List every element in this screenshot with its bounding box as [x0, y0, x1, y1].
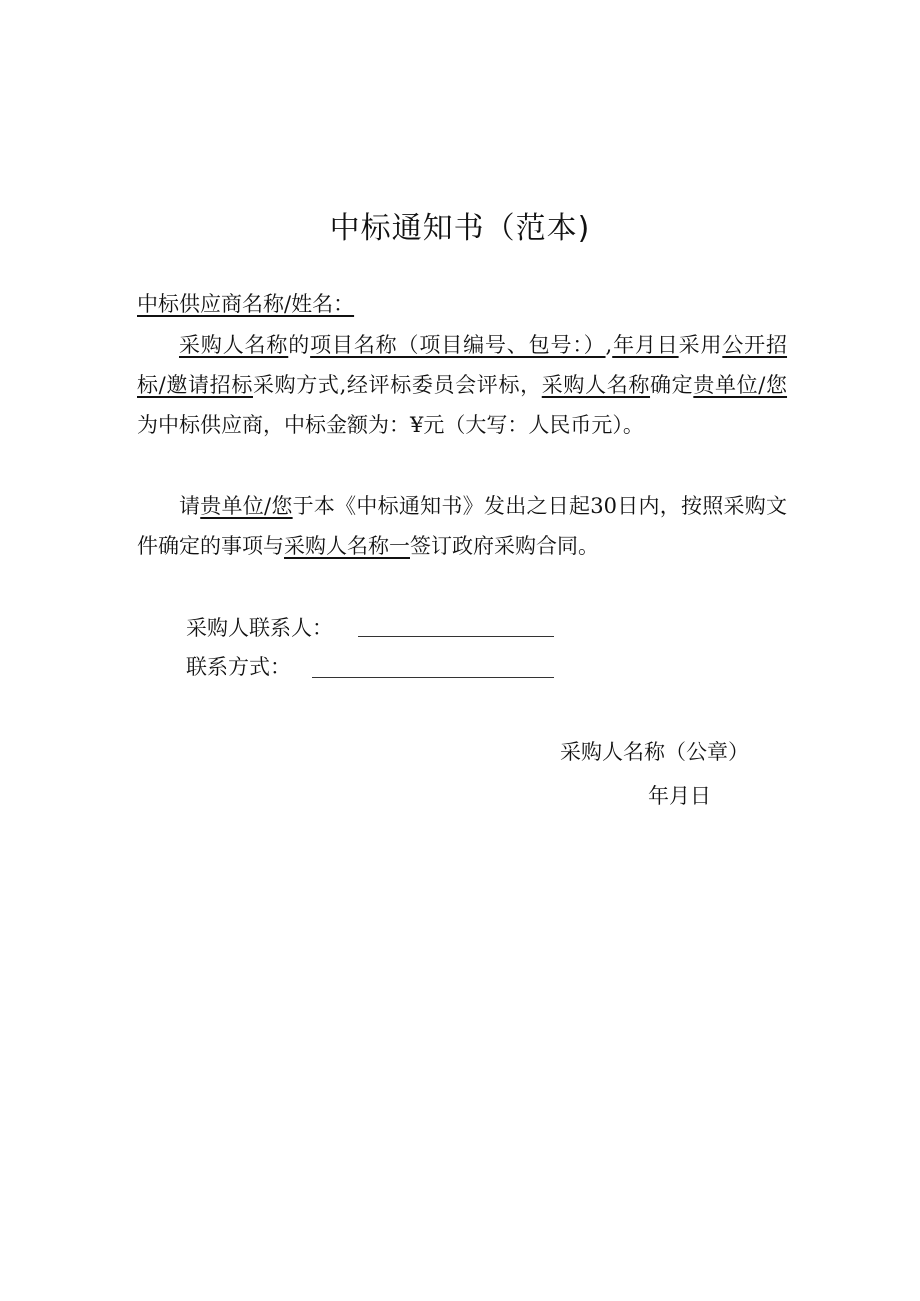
- text-segment: 确定: [650, 373, 694, 397]
- purchaser-seal-line: 采购人名称（公章）: [560, 740, 749, 764]
- contact-method-blank: [312, 677, 554, 678]
- text-segment: 采购方式,经评标委员会评标，: [252, 373, 542, 397]
- text-segment: 于本《中标通知书》发出之日起30日内，按照采购文件确定的事项与: [137, 494, 787, 558]
- supplier-placeholder: 贵单位/您: [200, 494, 293, 518]
- text-segment: 为中标供应商，中标金额为：¥元（大写：人民币元）。: [137, 413, 644, 437]
- recipient-label: 中标供应商名称/姓名：: [137, 292, 355, 316]
- contact-person-label: 采购人联系人：: [186, 616, 333, 640]
- text-segment: 采用: [678, 333, 723, 357]
- document-title: 中标通知书（范本): [329, 211, 591, 246]
- purchaser-name-placeholder: 采购人名称: [179, 333, 289, 357]
- contact-method-label: 联系方式：: [186, 655, 291, 679]
- text-segment: 请: [179, 494, 201, 518]
- text-segment: 的: [288, 333, 311, 357]
- paragraph-award-notice: [137, 325, 787, 445]
- supplier-placeholder: 贵单位/您: [693, 373, 788, 397]
- procurement-method-placeholder: 公开招标/邀请招标: [137, 333, 788, 397]
- date-placeholder: 年月日: [612, 333, 679, 357]
- contact-person-blank: [358, 636, 554, 637]
- signature-date: 年月日: [648, 784, 711, 808]
- text-segment: 签订政府采购合同。: [410, 534, 599, 558]
- purchaser-name-placeholder: 采购人名称一: [284, 534, 410, 558]
- paragraph-contract-signing: [137, 486, 787, 566]
- project-name-placeholder: 项目名称（项目编号、包号：）: [310, 333, 606, 357]
- text-segment: ,: [605, 333, 613, 357]
- purchaser-name-placeholder: 采购人名称: [541, 373, 651, 397]
